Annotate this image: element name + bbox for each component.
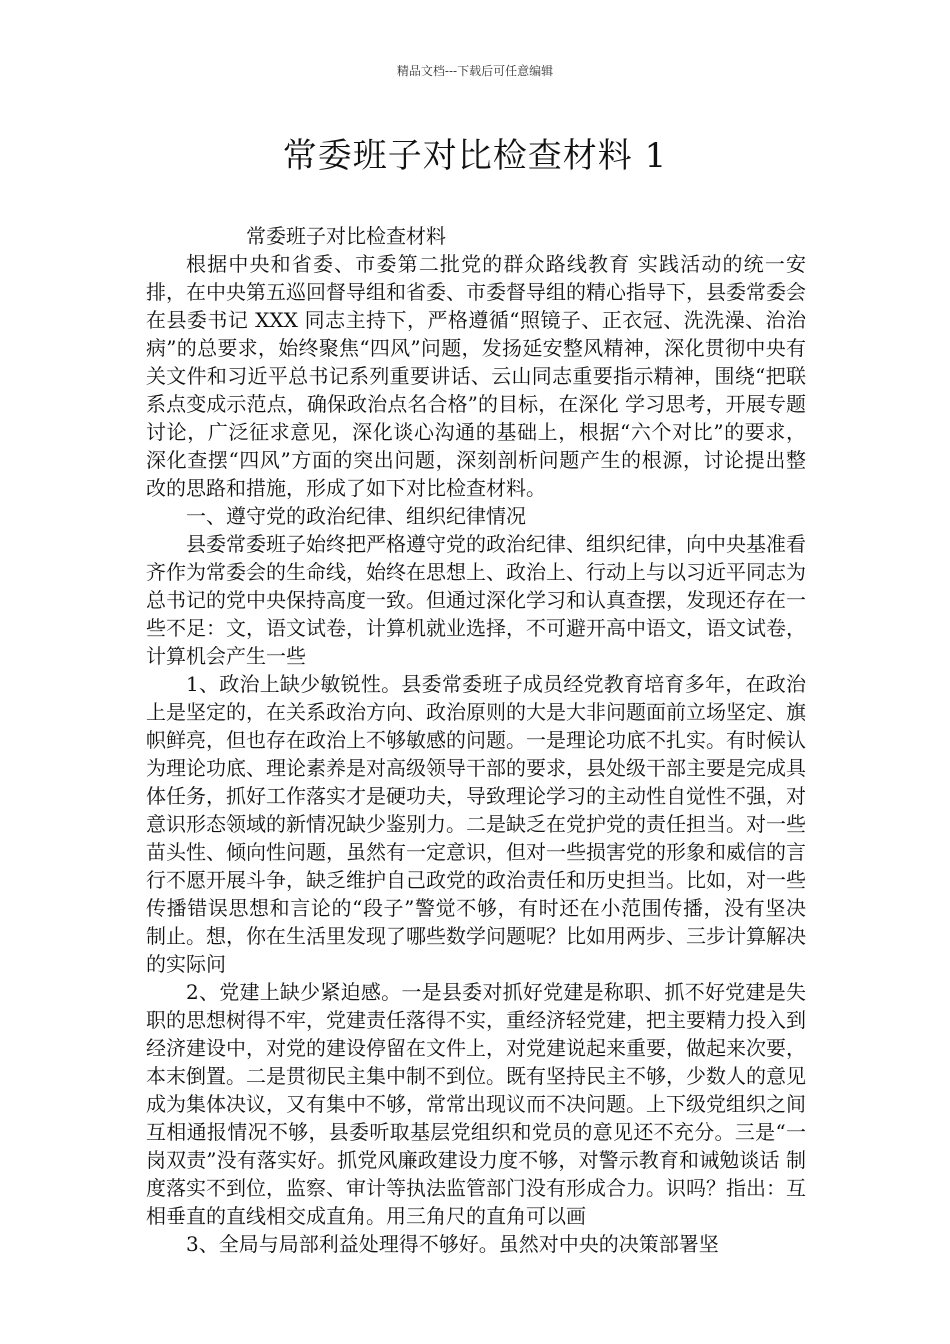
section-1-paragraph: 县委常委班子始终把严格遵守党的政治纪律、组织纪律，向中央基准看齐作为常委会的生命线，始终在思想上、政治上、行动上与以习近平同志为总书记的党中央保持高度一致。但通过深化学习和认真查摆，发现还存在一些不足：文，语文试卷，计算机就业选择，不可避开高中语文，语文试卷，计算机会产生一些	[146, 532, 806, 668]
document-title: 常委班子对比检查材料 1	[282, 136, 668, 176]
header-note: 精品文档---下载后可任意编辑	[396, 64, 554, 78]
document-subtitle: 常委班子对比检查材料	[246, 224, 446, 248]
item-1-paragraph: 1、政治上缺少敏锐性。县委常委班子成员经党教育培育多年，在政治上是坚定的，在关系政治方向、政治原则的大是大非问题面前立场坚定、旗帜鲜亮，但也存在政治上不够敏感的问题。一是理论功底不扎实。有时候认为理论功底、理论素养是对高级领导干部的要求，县处级干部主要是完成具体任务，抓好工作落实才是硬功夫，导致理论学习的主动性自觉性不强，对意识形态领域的新情况缺少鉴别力。二是缺乏在党护党的责任担当。对一些苗头性、倾向性问题，虽然有一定意识，但对一些损害党的形象和威信的言行不愿开展斗争，缺乏维护自己政党的政治责任和历史担当。比如，对一些传播错误思想和言论的“段子”警觉不够，有时还在小范围传播，没有坚决制止。想，你在生活里发现了哪些数学问题呢？比如用两步、三步计算解决的实际问	[146, 672, 806, 976]
intro-paragraph: 根据中央和省委、市委第二批党的群众路线教育 实践活动的统一安排，在中央第五巡回督导组和省委、市委督导组的精心指导下，县委常委会在县委书记 XXX 同志主持下，严格遵循“照镜子、正衣冠、洗洗澡、治治病”的总要求，始终聚焦“四风”问题，发扬延安整风精神，深化贯彻中央有关文件和习近平总书记系列重要讲话、云山同志重要指示精神，围绕“把联系点变成示范点，确保政治点名合格”的目标，在深化 学习思考，开展专题讨论，广泛征求意见，深化谈心沟通的基础上，根据“六个对比”的要求，深化查摆“四风”方面的突出问题，深刻剖析问题产生的根源，讨论提出整改的思路和措施，形成了如下对比检查材料。	[146, 252, 806, 500]
item-3-paragraph: 3、全局与局部利益处理得不够好。虽然对中央的决策部署坚	[186, 1232, 719, 1256]
document-body	[146, 222, 806, 1258]
item-2-paragraph: 2、党建上缺少紧迫感。一是县委对抓好党建是称职、抓不好党建是失职的思想树得不牢，党建责任落得不实，重经济轻党建，把主要精力投入到经济建设中，对党的建设停留在文件上，对党建说起来重要，做起来次要，本末倒置。二是贯彻民主集中制不到位。既有坚持民主不够，少数人的意见成为集体决议，又有集中不够，常常出现议而不决问题。上下级党组织之间互相通报情况不够，县委听取基层党组织和党员的意见还不充分。三是“一岗双责”没有落实好。抓党风廉政建设力度不够，对警示教育和诫勉谈话 制度落实不到位，监察、审计等执法监管部门没有形成合力。识吗？指出：互相垂直的直线相交成直角。用三角尺的直角可以画	[146, 980, 806, 1228]
section-1-heading: 一、遵守党的政治纪律、组织纪律情况	[186, 504, 526, 528]
